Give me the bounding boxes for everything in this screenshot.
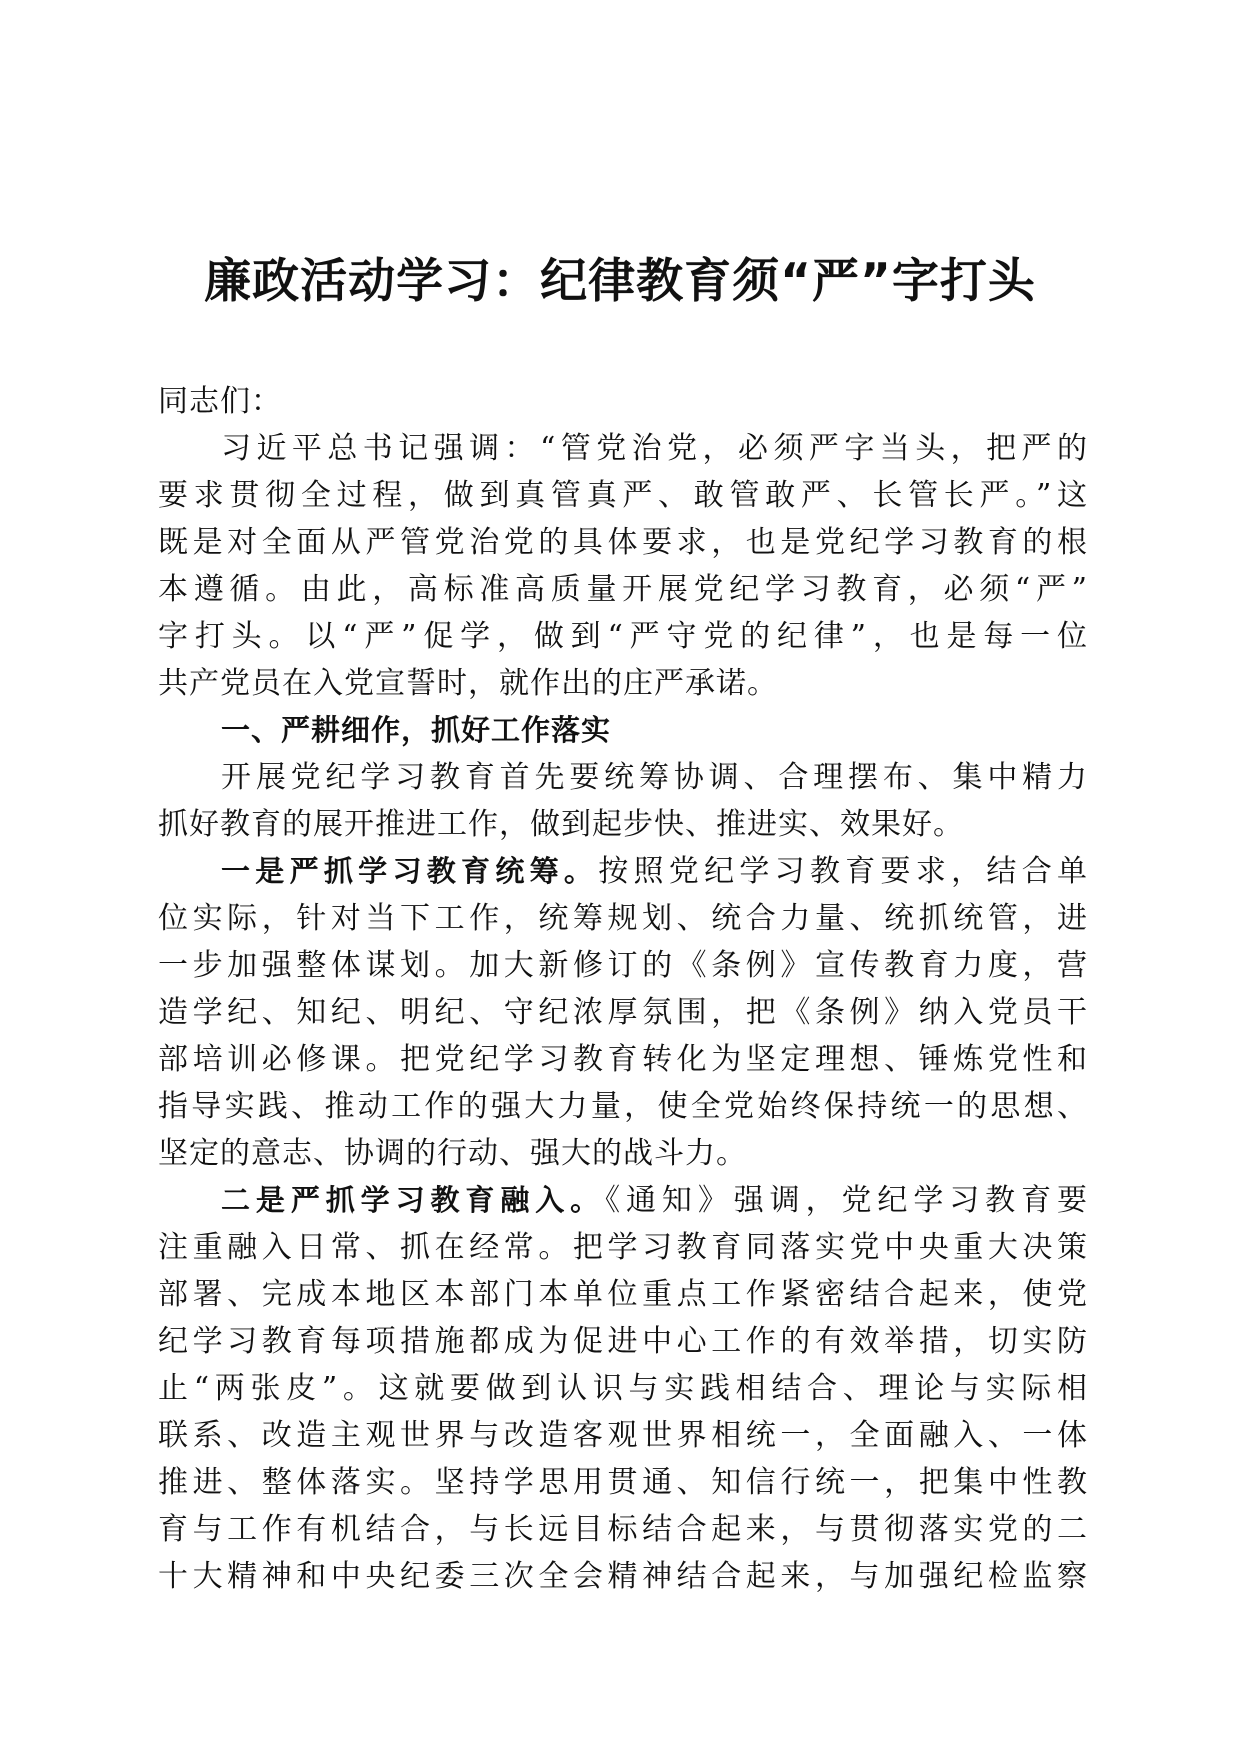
point-line: 育与工作有机结合，与长远目标结合起来，与贯彻落实党的二 [158,1512,1088,1547]
point-line: 部培训必修课。把党纪学习教育转化为坚定理想、锤炼党性和 [158,1042,1088,1077]
intro-line: 要求贯彻全过程，做到真管真严、敢管敢严、长管长严。”这 [158,478,1088,513]
salutation: 同志们： [158,384,282,419]
document-title: 廉政活动学习：纪律教育须“严”字打头 [204,254,1036,309]
point-text: 按照党纪学习教育要求，结合单 [598,854,1088,889]
point-line: 注重融入日常、抓在经常。把学习教育同落实党中央重大决策 [158,1230,1088,1265]
point-line: 联系、改造主观世界与改造客观世界相统一，全面融入、一体 [158,1418,1088,1453]
section-lead-line: 抓好教育的展开推进工作，做到起步快、推进实、效果好。 [158,807,964,842]
point-line: 位实际，针对当下工作，统筹规划、统合力量、统抓统管，进 [158,901,1088,936]
point-first-line [158,848,1088,895]
intro-line: 既是对全面从严管党治党的具体要求，也是党纪学习教育的根 [158,525,1088,560]
point-line: 造学纪、知纪、明纪、守纪浓厚氛围，把《条例》纳入党员干 [158,995,1088,1030]
point-line: 部署、完成本地区本部门本单位重点工作紧密结合起来，使党 [158,1277,1088,1312]
section-lead-line: 开展党纪学习教育首先要统筹协调、合理摆布、集中精力 [221,760,1088,795]
point-line: 十大精神和中央纪委三次全会精神结合起来，与加强纪检监察 [158,1559,1088,1594]
point-first-line [158,1177,1088,1224]
point-label: 二是严抓学习教育融入。 [221,1183,606,1217]
section-heading: 一、严耕细作，抓好工作落实 [221,713,612,747]
intro-line: 共产党员在入党宣誓时，就作出的庄严承诺。 [158,666,778,701]
point-line: 纪学习教育每项措施都成为促进中心工作的有效举措，切实防 [158,1324,1088,1359]
intro-line: 习近平总书记强调：“管党治党，必须严字当头，把严的 [221,431,1088,466]
point-label: 一是严抓学习教育统筹。 [221,854,599,888]
point-line: 推进、整体落实。坚持学思用贯通、知信行统一，把集中性教 [158,1465,1088,1500]
point-line: 止“两张皮”。这就要做到认识与实践相结合、理论与实际相 [158,1371,1088,1406]
point-line: 指导实践、推动工作的强大力量，使全党始终保持统一的思想、 [158,1089,1088,1124]
intro-line: 本遵循。由此，高标准高质量开展党纪学习教育，必须“严” [158,572,1088,607]
point-text: 《通知》强调，党纪学习教育要 [605,1183,1088,1218]
intro-line: 字打头。以“严”促学，做到“严守党的纪律”，也是每一位 [158,619,1088,654]
document-body [158,378,1088,1600]
point-line: 坚定的意志、协调的行动、强大的战斗力。 [158,1136,747,1171]
point-line: 一步加强整体谋划。加大新修订的《条例》宣传教育力度，营 [158,948,1088,983]
